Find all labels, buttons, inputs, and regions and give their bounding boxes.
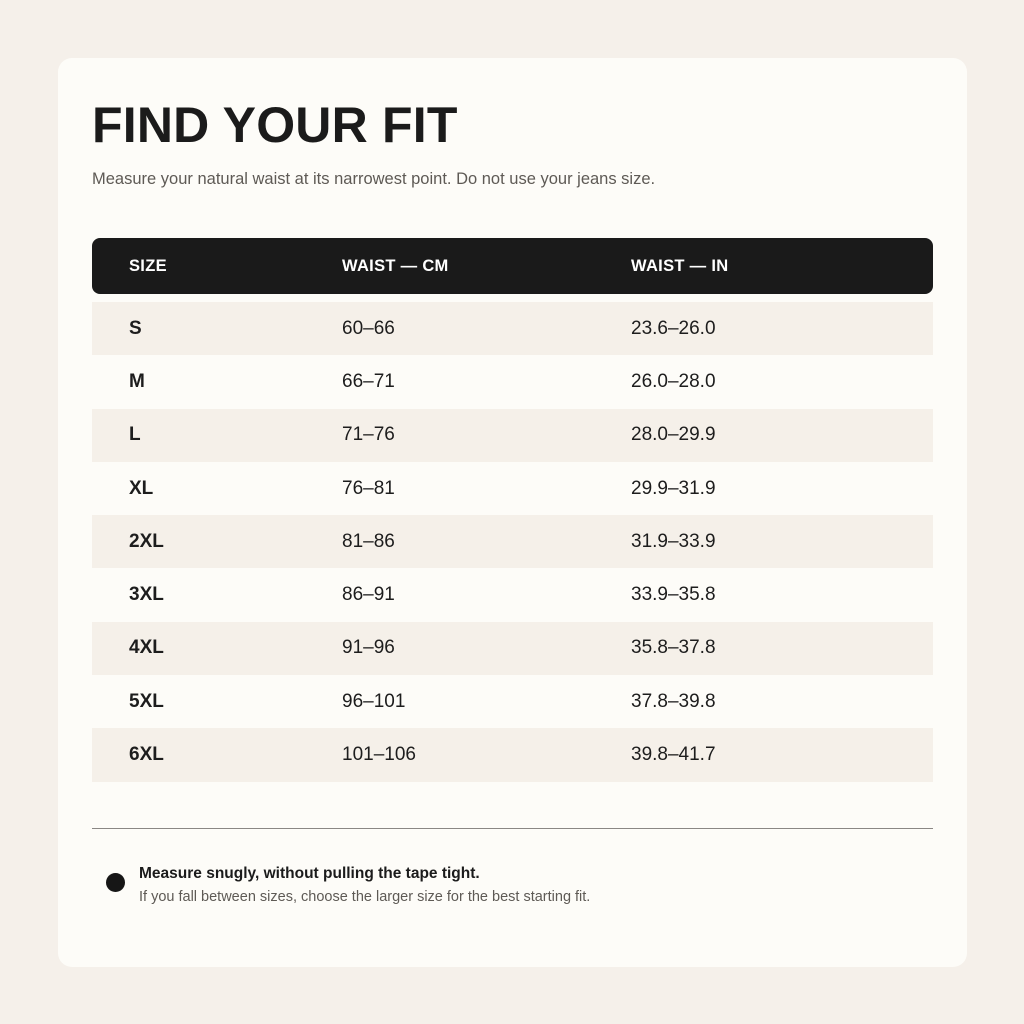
size-cell: M	[129, 370, 145, 392]
waist-in-cell: 26.0–28.0	[631, 370, 716, 392]
measuring-note	[106, 864, 590, 907]
table-body	[92, 302, 933, 782]
waist-cm-cell: 81–86	[342, 530, 395, 552]
page-subtitle: Measure your natural waist at its narrowest point. Do not use your jeans size.	[92, 170, 656, 188]
table-row	[92, 462, 933, 515]
waist-in-cell: 35.8–37.8	[631, 637, 716, 659]
page-title: FIND YOUR FIT	[92, 97, 458, 153]
note-title: Measure snugly, without pulling the tape tight.	[139, 865, 480, 882]
waist-cm-cell: 76–81	[342, 477, 395, 499]
table-row	[92, 728, 933, 781]
waist-in-cell: 37.8–39.8	[631, 690, 716, 712]
size-cell: S	[129, 317, 142, 339]
size-cell: L	[129, 424, 141, 446]
size-cell: 3XL	[129, 584, 164, 606]
table-row	[92, 675, 933, 728]
table-row	[92, 355, 933, 408]
waist-in-cell: 31.9–33.9	[631, 530, 716, 552]
waist-in-cell: 28.0–29.9	[631, 424, 716, 446]
size-cell: 2XL	[129, 530, 164, 552]
size-cell: 5XL	[129, 690, 164, 712]
size-cell: 6XL	[129, 744, 164, 766]
column-header-size: SIZE	[129, 256, 167, 275]
table-row	[92, 409, 933, 462]
size-cell: 4XL	[129, 637, 164, 659]
waist-cm-cell: 66–71	[342, 370, 395, 392]
waist-cm-cell: 91–96	[342, 637, 395, 659]
size-chart-card	[58, 58, 967, 967]
note-body: If you fall between sizes, choose the larger size for the best starting fit.	[139, 889, 591, 906]
table-row	[92, 568, 933, 621]
waist-cm-cell: 60–66	[342, 317, 395, 339]
table-row	[92, 622, 933, 675]
waist-in-cell: 33.9–35.8	[631, 584, 716, 606]
size-table	[92, 238, 933, 782]
bullet-dot-icon	[106, 873, 125, 892]
waist-in-cell: 23.6–26.0	[631, 317, 716, 339]
waist-in-cell: 39.8–41.7	[631, 744, 716, 766]
waist-cm-cell: 101–106	[342, 744, 416, 766]
waist-in-cell: 29.9–31.9	[631, 477, 716, 499]
column-header-waist-cm: WAIST — CM	[342, 256, 449, 275]
waist-cm-cell: 96–101	[342, 690, 406, 712]
column-header-waist-in: WAIST — IN	[631, 256, 729, 275]
table-row	[92, 302, 933, 355]
waist-cm-cell: 86–91	[342, 584, 395, 606]
note-text	[139, 864, 590, 907]
table-row	[92, 515, 933, 568]
waist-cm-cell: 71–76	[342, 424, 395, 446]
divider	[92, 828, 933, 829]
table-header	[92, 238, 933, 294]
size-cell: XL	[129, 477, 154, 499]
